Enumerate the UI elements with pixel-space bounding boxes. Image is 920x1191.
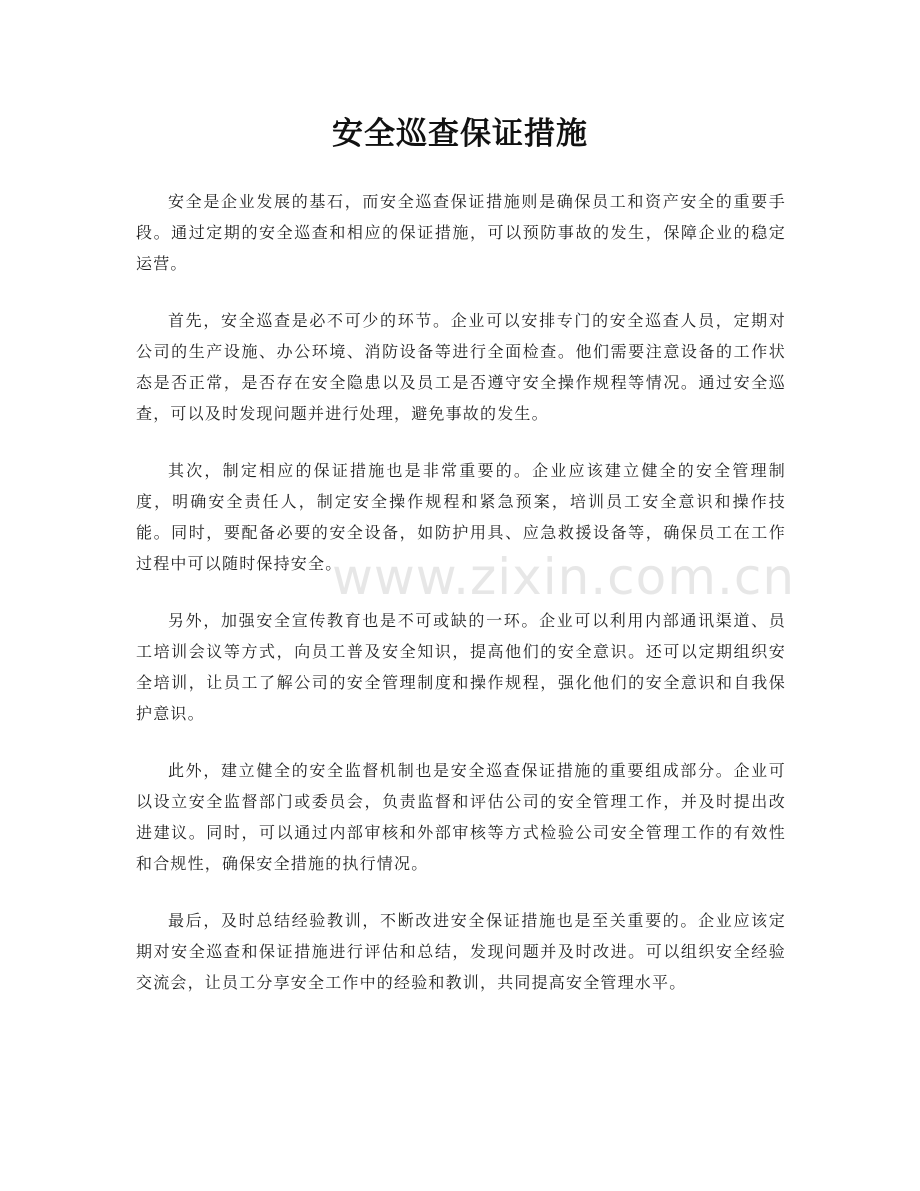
document-body (136, 186, 786, 1024)
paragraph-1: 安全是企业发展的基石，而安全巡查保证措施则是确保员工和资产安全的重要手段。通过定期的安全巡查和相应的保证措施，可以预防事故的发生，保障企业的稳定运营。 (136, 192, 786, 273)
paragraph-6: 最后，及时总结经验教训，不断改进安全保证措施也是至关重要的。企业应该定期对安全巡查和保证措施进行评估和总结，发现问题并及时改进。可以组织安全经验交流会，让员工分享安全工作中的经验和教训，共同提高安全管理水平。 (136, 911, 786, 992)
paragraph-2: 首先，安全巡查是必不可少的环节。企业可以安排专门的安全巡查人员，定期对公司的生产设施、办公环境、消防设备等进行全面检查。他们需要注意设备的工作状态是否正常，是否存在安全隐患以及员工是否遵守安全操作规程等情况。通过安全巡查，可以及时发现问题并进行处理，避免事故的发生。 (136, 311, 786, 423)
watermark-text: www.zixin.com.cn (332, 548, 796, 606)
paragraph-4: 另外，加强安全宣传教育也是不可或缺的一环。企业可以利用内部通讯渠道、员工培训会议等方式，向员工普及安全知识，提高他们的安全意识。还可以定期组织安全培训，让员工了解公司的安全管理制度和操作规程，强化他们的安全意识和自我保护意识。 (136, 611, 786, 723)
paragraph-5: 此外，建立健全的安全监督机制也是安全巡查保证措施的重要组成部分。企业可以设立安全监督部门或委员会，负责监督和评估公司的安全管理工作，并及时提出改进建议。同时，可以通过内部审核和外部审核等方式检验公司安全管理工作的有效性和合规性，确保安全措施的执行情况。 (136, 761, 786, 873)
paragraph-3: 其次，制定相应的保证措施也是非常重要的。企业应该建立健全的安全管理制度，明确安全责任人，制定安全操作规程和紧急预案，培训员工安全意识和操作技能。同时，要配备必要的安全设备，如防护用具、应急救援设备等，确保员工在工作过程中可以随时保持安全。 (136, 461, 786, 573)
document-title: 安全巡查保证措施 (332, 116, 588, 152)
